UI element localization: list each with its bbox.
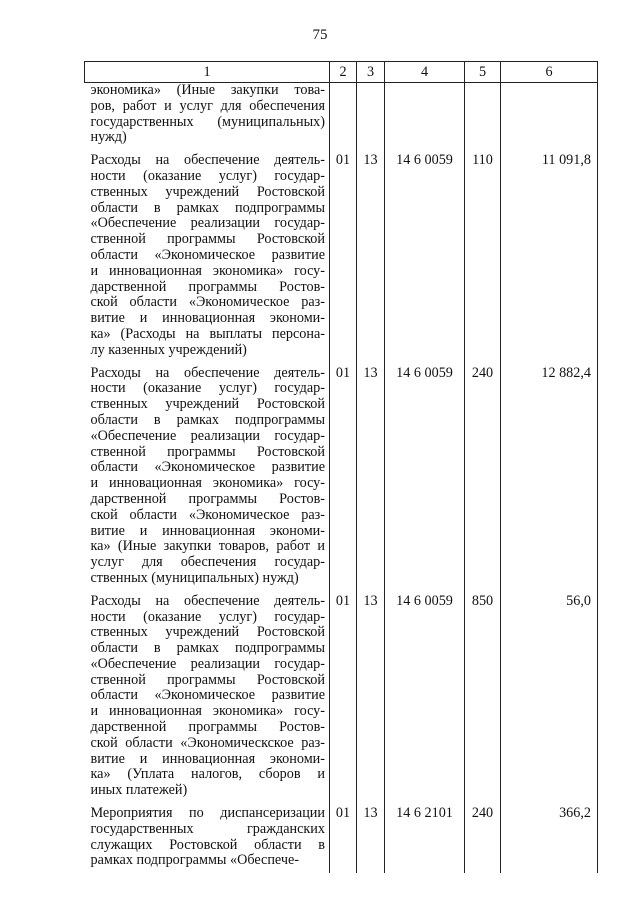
description-line: ка» (Расходы на выплаты персона- — [90, 325, 325, 342]
description-line: витие и инновационная экономи- — [90, 310, 325, 327]
header-row — [85, 62, 598, 83]
description-line: ственных (муниципальных) нужд) — [90, 569, 299, 586]
section-code — [330, 83, 357, 147]
header-col-3: 3 — [357, 62, 385, 83]
description-line: ственных учреждений Ростовской — [90, 183, 325, 200]
description-line: «Обеспечение реализации государ- — [90, 215, 325, 232]
description-line: ственной программы Ростовской — [90, 443, 325, 460]
description-line: витие и инновационная экономи- — [90, 750, 325, 767]
subsection-code: 13 — [357, 359, 385, 587]
table-row — [85, 83, 598, 147]
section-code: 01 — [330, 359, 357, 587]
header-col-2: 2 — [330, 62, 357, 83]
target-article-code: 14 6 0059 — [385, 146, 465, 358]
description-line: государственных гражданских — [90, 820, 325, 837]
description-line: ности (оказание услуг) государ- — [90, 608, 325, 625]
description-line: экономика» (Иные закупки това- — [90, 82, 325, 98]
amount-value — [501, 83, 598, 147]
subsection-code: 13 — [357, 587, 385, 799]
description-line: «Обеспечение реализации государ- — [90, 655, 325, 672]
description-line: рамках подпрограммы «Обеспече- — [90, 852, 300, 869]
row-description — [85, 359, 330, 587]
description-line: области «Экономическое развитие — [90, 459, 325, 476]
header-col-5: 5 — [465, 62, 501, 83]
description-line: «Обеспечение реализации государ- — [90, 427, 325, 444]
description-line: ности (оказание услуг) государ- — [90, 167, 325, 184]
row-description — [85, 146, 330, 358]
description-line: ской области «Экономическое раз- — [90, 506, 325, 523]
description-line: ка» (Иные закупки товаров, работ и — [90, 538, 325, 555]
target-article-code — [385, 83, 465, 147]
description-line: ственной программы Ростовской — [90, 671, 325, 688]
section-code: 01 — [330, 799, 357, 873]
budget-table — [84, 61, 598, 873]
subsection-code — [357, 83, 385, 147]
description-line: области «Экономическое развитие — [90, 246, 325, 263]
section-code: 01 — [330, 146, 357, 358]
target-article-code: 14 6 0059 — [385, 587, 465, 799]
expense-type-code — [465, 83, 501, 147]
amount-value: 56,0 — [501, 587, 598, 799]
description-line: ственных учреждений Ростовской — [90, 624, 325, 641]
description-line: и инновационная экономика» госу- — [90, 475, 325, 492]
row-description — [85, 83, 330, 147]
description-line: Расходы на обеспечение деятель- — [90, 592, 325, 609]
table-row — [85, 799, 598, 873]
description-line: области в рамках подпрограммы — [90, 411, 325, 428]
expense-type-code: 240 — [465, 359, 501, 587]
page-number: 75 — [312, 27, 328, 43]
amount-value: 11 091,8 — [501, 146, 598, 358]
description-line: служащих Ростовской области в — [90, 836, 325, 853]
description-line: и инновационная экономика» госу- — [90, 262, 325, 279]
description-line: ственных учреждений Ростовской — [90, 396, 325, 413]
expense-type-code: 110 — [465, 146, 501, 358]
amount-value: 12 882,4 — [501, 359, 598, 587]
description-line: Мероприятия по диспансеризации — [90, 805, 325, 822]
subsection-code: 13 — [357, 146, 385, 358]
description-line: ской области «Экономическское раз- — [90, 734, 325, 751]
row-description — [85, 587, 330, 799]
description-line: области «Экономическое развитие — [90, 687, 325, 704]
description-line: ской области «Экономическое раз- — [90, 294, 325, 311]
target-article-code: 14 6 2101 — [385, 799, 465, 873]
subsection-code: 13 — [357, 799, 385, 873]
description-line: Расходы на обеспечение деятель- — [90, 364, 325, 381]
description-line: лу казенных учреждений) — [90, 341, 247, 358]
section-code: 01 — [330, 587, 357, 799]
header-col-4: 4 — [385, 62, 465, 83]
amount-value: 366,2 — [501, 799, 598, 873]
description-line: нужд) — [90, 129, 127, 146]
table-row — [85, 359, 598, 587]
description-line: области в рамках подпрограммы — [90, 199, 325, 216]
description-line: ственной программы Ростовской — [90, 231, 325, 248]
header-col-1: 1 — [85, 62, 330, 83]
description-line: Расходы на обеспечение деятель- — [90, 152, 325, 169]
description-line: и инновационная экономика» госу- — [90, 703, 325, 720]
header-col-6: 6 — [501, 62, 598, 83]
row-description — [85, 799, 330, 873]
description-line: ров, работ и услуг для обеспечения — [90, 97, 325, 114]
description-line: ка» (Уплата налогов, сборов и — [90, 766, 325, 783]
description-line: услуг для обеспечения государ- — [90, 554, 325, 571]
expense-type-code: 240 — [465, 799, 501, 873]
description-line: дарственной программы Ростов- — [90, 490, 325, 507]
description-line: дарственной программы Ростов- — [90, 719, 325, 736]
description-line: иных платежей) — [90, 782, 188, 799]
description-line: области в рамках подпрограммы — [90, 640, 325, 657]
table-row — [85, 146, 598, 358]
description-line: витие и инновационная экономи- — [90, 522, 325, 539]
table-row — [85, 587, 598, 799]
description-line: дарственной программы Ростов- — [90, 278, 325, 295]
expense-type-code: 850 — [465, 587, 501, 799]
description-line: государственных (муниципальных) — [90, 113, 325, 130]
description-line: ности (оказание услуг) государ- — [90, 380, 325, 397]
target-article-code: 14 6 0059 — [385, 359, 465, 587]
